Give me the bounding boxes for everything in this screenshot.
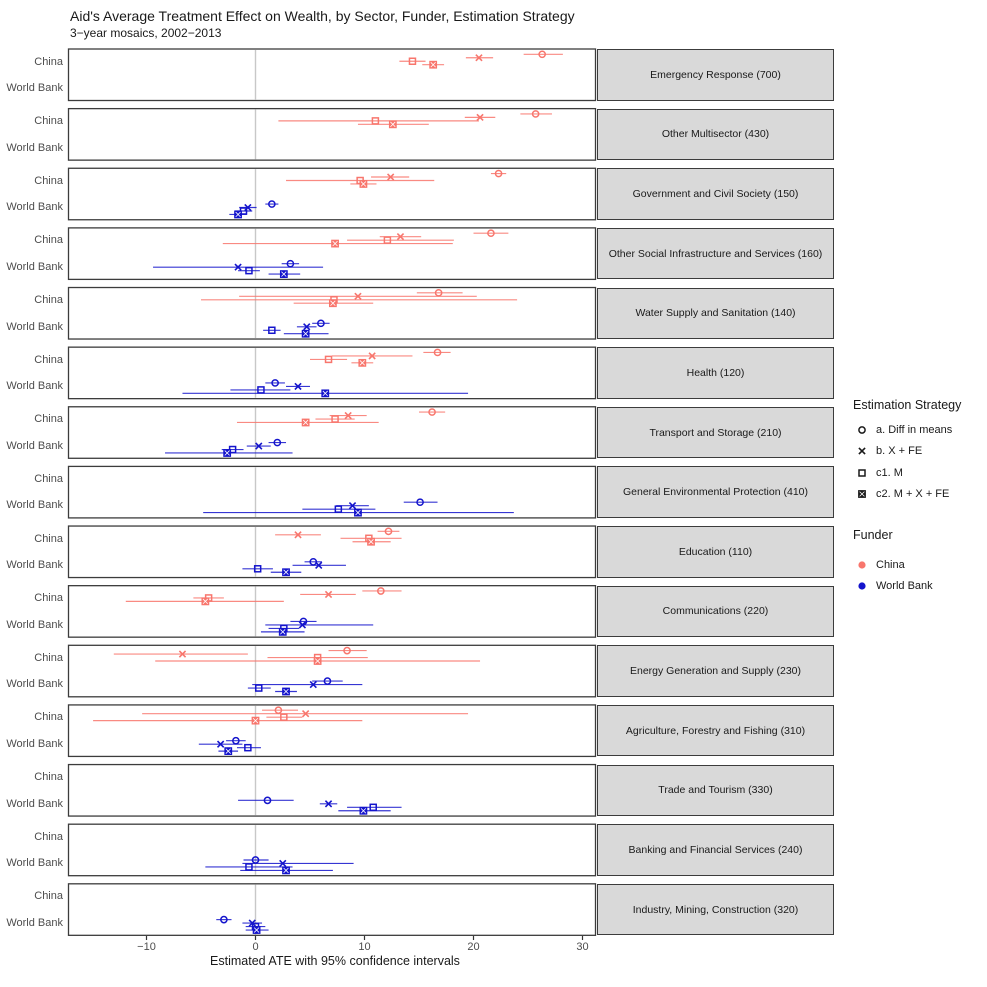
sector-strip-label: Industry, Mining, Construction (320) (597, 884, 834, 936)
point-marker (359, 359, 366, 366)
point-marker (332, 240, 339, 247)
legend-item-label: b. X + FE (876, 445, 923, 457)
sector-strip-label: Government and Civil Society (150) (597, 168, 834, 220)
point-marker (302, 419, 309, 426)
sector-strip-label: Water Supply and Sanitation (140) (597, 288, 834, 340)
point-marker (329, 300, 336, 307)
row-label-china: China (34, 115, 63, 128)
sector-panel (69, 884, 596, 936)
row-label-world-bank: World Bank (6, 618, 63, 631)
panel-box (69, 824, 596, 876)
row-label-china: China (34, 830, 63, 843)
point-marker (859, 470, 865, 476)
row-label-china: China (34, 234, 63, 247)
point-marker (283, 688, 290, 695)
x-axis-tick-label: 30 (576, 941, 589, 953)
legend-item-label: China (876, 559, 905, 571)
row-label-china: China (34, 174, 63, 187)
sector-panel (69, 466, 596, 518)
row-label-world-bank: World Bank (6, 916, 63, 929)
point-marker (430, 61, 437, 68)
row-label-world-bank: World Bank (6, 201, 63, 214)
point-marker (314, 658, 321, 665)
point-marker (283, 867, 290, 874)
sector-strip-label: General Environmental Protection (410) (597, 466, 834, 518)
panel-box (69, 49, 596, 101)
sector-strip-label: Transport and Storage (210) (597, 407, 834, 459)
row-label-world-bank: World Bank (6, 439, 63, 452)
x-axis-tick-label: 10 (358, 941, 371, 953)
point-marker (859, 448, 865, 454)
sector-strip-label: Education (110) (597, 526, 834, 578)
point-marker (224, 450, 231, 457)
sector-panel (69, 288, 596, 340)
legend-item-diff-in-means (855, 422, 952, 438)
sector-strip-label: Banking and Financial Services (240) (597, 824, 834, 876)
sector-strip-label: Health (120) (597, 347, 834, 399)
china-dot-icon (855, 558, 869, 572)
legend-item-china (855, 557, 905, 573)
row-label-world-bank: World Bank (6, 320, 63, 333)
point-marker (253, 927, 260, 934)
sector-strip-label: Trade and Tourism (330) (597, 765, 834, 817)
chart-title: Aid's Average Treatment Effect on Wealth, by Sector, Funder, Estimation Strategy (70, 8, 575, 24)
sector-strip-label: Other Social Infrastructure and Services (160) (597, 228, 834, 280)
sector-panel (69, 586, 596, 638)
row-label-china: China (34, 472, 63, 485)
point-marker (322, 390, 329, 397)
row-label-world-bank: World Bank (6, 82, 63, 94)
point-marker (202, 598, 209, 605)
square-x-marker-icon (855, 487, 869, 501)
legend-item-world-bank (855, 578, 933, 594)
point-marker (225, 748, 232, 755)
panel-box (69, 347, 596, 399)
row-label-china: China (34, 413, 63, 426)
square-marker-icon (855, 466, 869, 480)
point-marker (389, 121, 396, 128)
row-label-world-bank: World Bank (6, 260, 63, 273)
x-axis-title: Estimated ATE with 95% confidence intervals (210, 954, 460, 968)
point-marker (859, 427, 865, 433)
panel-box (69, 109, 596, 161)
panel-box (69, 466, 596, 518)
row-label-world-bank: World Bank (6, 678, 63, 691)
legend-strategy-title: Estimation Strategy (853, 398, 962, 412)
sector-panel (69, 705, 596, 757)
chart-subtitle: 3−year mosaics, 2002−2013 (70, 26, 222, 40)
legend-item-label: World Bank (876, 580, 933, 592)
panel-box (69, 288, 596, 340)
row-label-world-bank: World Bank (6, 141, 63, 154)
x-axis-tick-label: −10 (137, 941, 156, 953)
row-label-world-bank: World Bank (6, 797, 63, 810)
point-marker (360, 807, 367, 814)
x-axis-tick-label: 0 (252, 941, 259, 953)
sector-strip-label: Agriculture, Forestry and Fishing (310) (597, 705, 834, 757)
panel-box (69, 228, 596, 280)
sector-panel (69, 49, 596, 101)
row-label-world-bank: World Bank (6, 737, 63, 750)
row-label-china: China (34, 771, 63, 784)
panel-box (69, 645, 596, 697)
row-label-china: China (34, 592, 63, 605)
sector-panel (69, 407, 596, 459)
panel-box (69, 705, 596, 757)
legend-item-label: a. Diff in means (876, 424, 953, 436)
row-label-china: China (34, 651, 63, 664)
row-label-china: China (34, 294, 63, 307)
row-label-china: China (34, 532, 63, 545)
sector-panel (69, 645, 596, 697)
legend-item-x-fe (855, 443, 922, 459)
sector-strip-label: Energy Generation and Supply (230) (597, 645, 834, 697)
point-marker (859, 491, 866, 498)
row-label-china: China (34, 55, 63, 68)
legend-funder-title: Funder (853, 528, 893, 542)
sector-strip-label: Communications (220) (597, 586, 834, 638)
legend-item-m (855, 465, 903, 481)
x-axis-tick-label: 20 (467, 941, 480, 953)
sector-panel (69, 228, 596, 280)
sector-panel (69, 168, 596, 220)
sector-panel (69, 347, 596, 399)
panel-box (69, 586, 596, 638)
row-label-world-bank: World Bank (6, 559, 63, 572)
panel-box (69, 407, 596, 459)
point-marker (280, 271, 287, 278)
row-label-world-bank: World Bank (6, 380, 63, 393)
sector-panel (69, 526, 596, 578)
panel-box (69, 765, 596, 817)
sector-strip-label: Other Multisector (430) (597, 109, 834, 161)
row-label-world-bank: World Bank (6, 857, 63, 870)
sector-strip-label: Emergency Response (700) (597, 49, 834, 101)
panel-box (69, 168, 596, 220)
point-marker (355, 509, 362, 516)
row-label-china: China (34, 890, 63, 903)
legend-item-label: c1. M (876, 467, 903, 479)
panel-box (69, 526, 596, 578)
sector-panel (69, 765, 596, 817)
legend-item-m-x-fe (855, 486, 949, 502)
point-marker (302, 330, 309, 337)
point-marker (279, 628, 286, 635)
x-marker-icon (855, 444, 869, 458)
world-bank-dot-icon (855, 579, 869, 593)
row-label-china: China (34, 353, 63, 366)
row-label-world-bank: World Bank (6, 499, 63, 512)
point-marker (235, 211, 242, 218)
row-label-china: China (34, 711, 63, 724)
circle-marker-icon (855, 423, 869, 437)
point-marker (368, 538, 375, 545)
sector-panel (69, 824, 596, 876)
sector-panel (69, 109, 596, 161)
point-marker (283, 569, 290, 576)
panel-box (69, 884, 596, 936)
legend-item-label: c2. M + X + FE (876, 488, 950, 500)
point-marker (360, 181, 367, 188)
point-marker (252, 717, 259, 724)
